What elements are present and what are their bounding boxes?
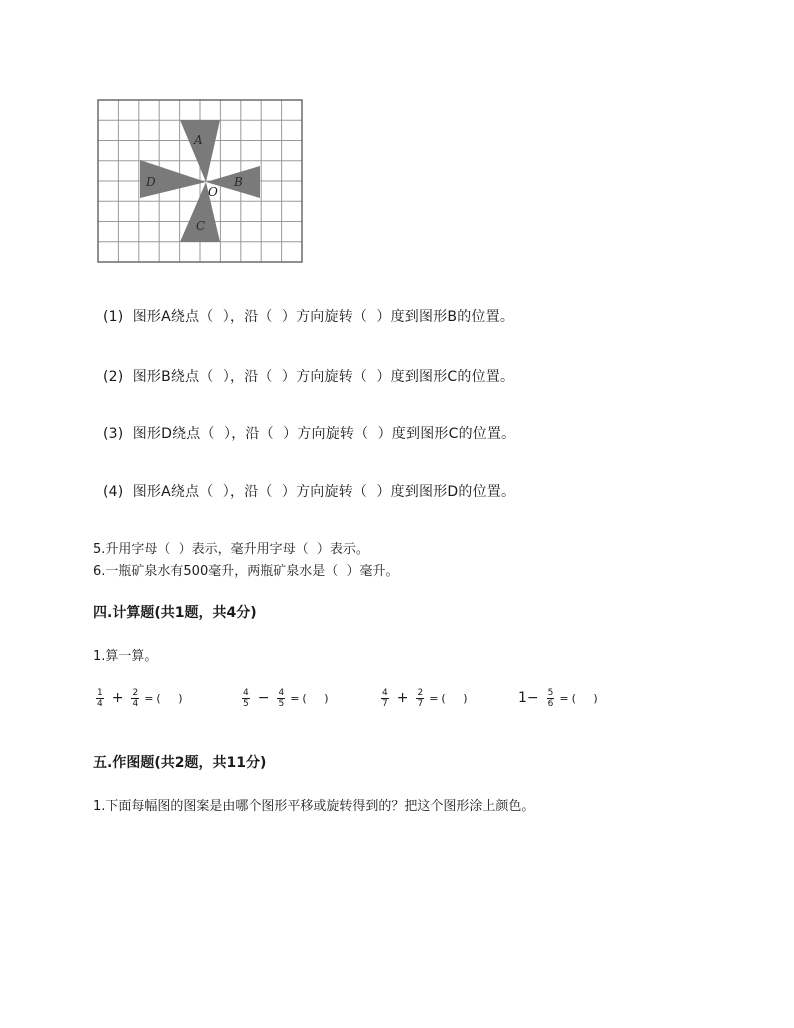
label-a: A (194, 133, 203, 147)
label-b: B (234, 175, 243, 189)
calc-expr-1 (94, 683, 183, 713)
fill-item-5: 5.升用字母（ ）表示，毫升用字母（ ）表示。 (93, 542, 369, 557)
section-4-q1: 1.算一算。 (93, 649, 158, 664)
fraction: $\frac{2}{4}$ (132, 687, 139, 709)
answer-blank: ( ) (571, 691, 598, 705)
grid-figure-svg (96, 98, 304, 264)
calc-expr-4 (518, 683, 598, 713)
answer-blank: ( ) (156, 691, 183, 705)
fraction: $\frac{2}{7}$ (417, 687, 424, 709)
operator: + (396, 690, 409, 706)
operator: + (111, 690, 124, 706)
calc-expr-3 (379, 683, 468, 713)
answer-blank: ( ) (441, 691, 468, 705)
question-2: (2) 图形B绕点（ ），沿（ ）方向旋转（ ）度到图形C的位置。 (103, 369, 515, 385)
label-c: C (196, 219, 206, 233)
section-4-title: 四.计算题(共1题，共4分) (93, 605, 257, 621)
fill-item-6: 6.一瓶矿泉水有500毫升，两瓶矿泉水是（ ）毫升。 (93, 564, 399, 579)
equals-sign: = (290, 691, 300, 705)
equals-sign: = (429, 691, 439, 705)
label-o: O (208, 185, 218, 199)
question-4: (4) 图形A绕点（ ），沿（ ）方向旋转（ ）度到图形D的位置。 (103, 484, 516, 500)
fraction: $\frac{5}{6}$ (547, 687, 554, 709)
fraction: $\frac{4}{5}$ (278, 687, 285, 709)
calc-expr-2 (240, 683, 329, 713)
question-3: (3) 图形D绕点（ ），沿（ ）方向旋转（ ）度到图形C的位置。 (103, 426, 516, 442)
lead-term: 1− (518, 690, 539, 706)
fraction: $\frac{4}{7}$ (382, 687, 388, 709)
fraction: $\frac{4}{5}$ (243, 687, 249, 709)
operator: − (257, 690, 270, 706)
label-d: D (146, 175, 156, 189)
question-1: (1) 图形A绕点（ ），沿（ ）方向旋转（ ）度到图形B的位置。 (103, 309, 515, 325)
equals-sign: = (559, 691, 569, 705)
section-5-q1: 1.下面每幅图的图案是由哪个图形平移或旋转得到的？把这个图形涂上颜色。 (93, 799, 535, 814)
fraction: $\frac{1}{4}$ (97, 687, 103, 709)
section-5-title: 五.作图题(共2题，共11分) (93, 755, 267, 771)
equals-sign: = (144, 691, 154, 705)
answer-blank: ( ) (302, 691, 329, 705)
rotation-figure (96, 98, 304, 264)
